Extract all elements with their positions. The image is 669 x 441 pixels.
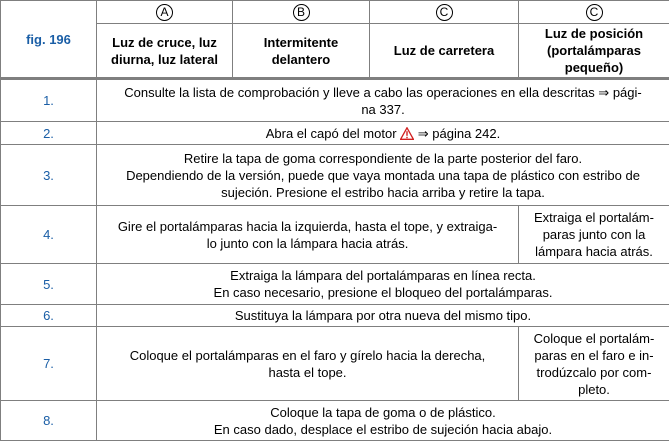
step-line: Coloque el portalám- [523,330,665,347]
step-line: pleto. [523,381,665,398]
step-row-4 [1,206,669,264]
step-number: 3. [1,145,97,206]
step-row-1 [1,79,669,122]
step-text-side [519,327,669,401]
circled-letter-c-2: C [586,4,603,21]
column-header-luz-de-posicion: Luz de posición (portalámparas pequeño) [519,24,669,79]
step-text-before: Abra el capó del motor [266,126,397,141]
step-line: Consulte la lista de comprobación y lleve a cabo las operaciones en ella descritas ⇒ pági- [101,84,665,101]
column-c-letter [370,1,519,24]
figure-label: fig. 196 [1,1,97,79]
step-line: Gire el portalámparas hacia la izquierda, hasta el tope, y extraiga- [101,218,514,235]
column-c2-letter [519,1,669,24]
step-line: lámpara hacia atrás. [523,243,665,260]
step-row-3 [1,145,669,206]
warning-triangle-icon [400,127,414,140]
step-line: Coloque el portalámparas en el faro y gírelo hacia la derecha, [101,347,514,364]
step-row-5 [1,264,669,305]
step-row-8 [1,401,669,441]
step-line: sujeción. Presione el estribo hacia arriba y retire la tapa. [101,184,665,201]
circled-letter-a: A [156,4,173,21]
step-number: 8. [1,401,97,441]
step-line: paras junto con la [523,226,665,243]
step-number: 7. [1,327,97,401]
step-number: 2. [1,122,97,145]
step-number: 4. [1,206,97,264]
column-header-luz-de-carretera: Luz de carretera [370,24,519,79]
step-text-side [519,206,669,264]
step-number: 6. [1,305,97,327]
step-text [97,122,669,145]
step-line: paras en el faro e in- [523,347,665,364]
column-b-letter [233,1,370,24]
step-row-7 [1,327,669,401]
page-link[interactable]: ⇒ página 242. [418,126,500,141]
step-line: trodúzcalo por com- [523,364,665,381]
step-line: Extraiga la lámpara del portalámparas en línea recta. [101,267,665,284]
step-text [97,79,669,122]
step-line: En caso necesario, presione el bloqueo del portalámparas. [101,284,665,301]
step-text-main [97,206,519,264]
column-header-intermitente: Intermitente delantero [233,24,370,79]
step-line: Sustituya la lámpara por otra nueva del mismo tipo. [101,307,665,324]
step-line: lo junto con la lámpara hacia atrás. [101,235,514,252]
step-line: En caso dado, desplace el estribo de sujeción hacia abajo. [101,421,665,438]
step-text [97,264,669,305]
step-number: 1. [1,79,97,122]
step-text [97,305,669,327]
step-line: Extraiga el portalám- [523,209,665,226]
step-line: Retire la tapa de goma correspondiente de la parte posterior del faro. [101,150,665,167]
step-line: na 337. [101,101,665,118]
circled-letter-c: C [436,4,453,21]
step-line: Coloque la tapa de goma o de plástico. [101,404,665,421]
step-row-6 [1,305,669,327]
column-header-luz-de-cruce: Luz de cruce, luz diurna, luz lateral [97,24,233,79]
step-line: Dependiendo de la versión, puede que vaya montada una tapa de plástico con estribo de [101,167,665,184]
circled-letter-b: B [293,4,310,21]
step-number: 5. [1,264,97,305]
step-line: hasta el tope. [101,364,514,381]
step-text [97,401,669,441]
step-row-2 [1,122,669,145]
step-text [97,145,669,206]
column-a-letter [97,1,233,24]
step-text-main [97,327,519,401]
